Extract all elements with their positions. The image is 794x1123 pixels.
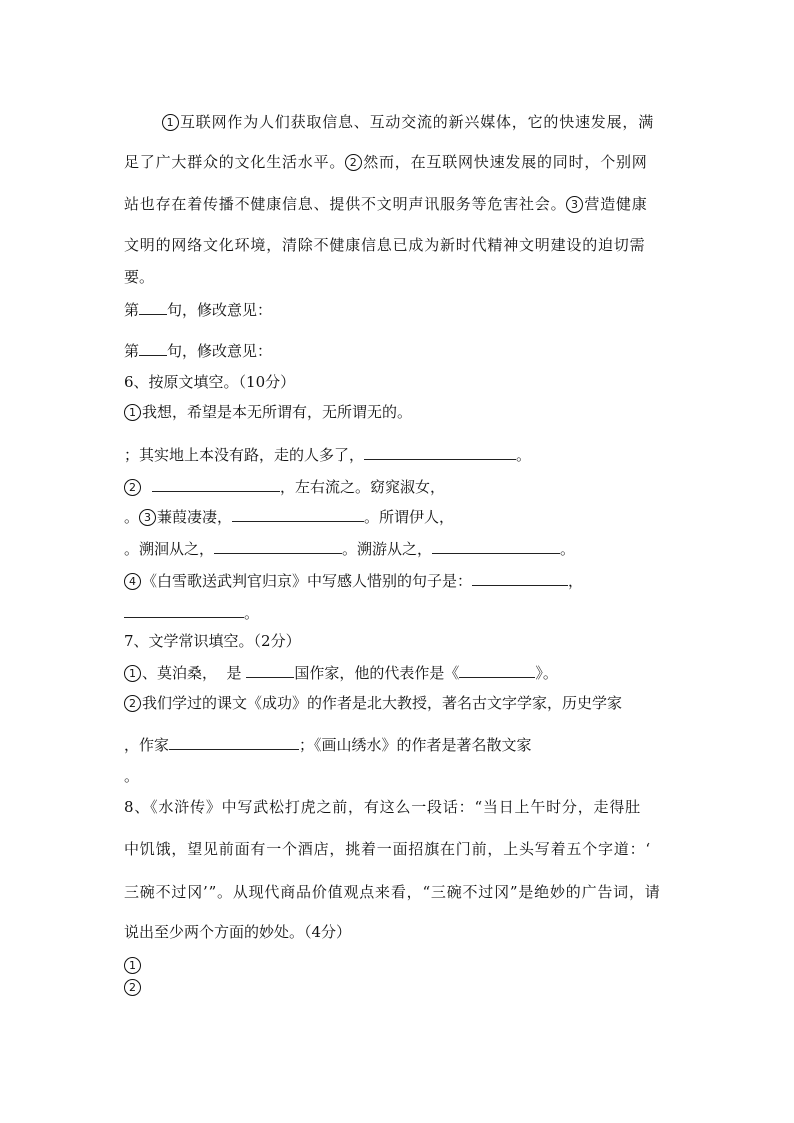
circled-number-3: 3 xyxy=(139,509,156,526)
answer-blank[interactable] xyxy=(214,539,342,554)
passage-text: 站也存在着传播不健康信息、提供不文明声讯服务等危害社会。 xyxy=(124,195,567,213)
passage-line-5 xyxy=(124,267,154,287)
circled-number-1: 1 xyxy=(162,114,179,131)
q6-line-g xyxy=(124,603,259,623)
q6-text: 。溯洄从之， xyxy=(124,540,215,558)
fix-label: 第 xyxy=(124,301,140,319)
q6-text: ，左右流之。窈窕淑女， xyxy=(280,478,446,496)
passage-line-3 xyxy=(124,194,648,214)
q6-text: 。 xyxy=(516,446,532,464)
circled-number-2: 2 xyxy=(124,979,141,996)
q8-line-4: 说出至少两个方面的妙处。（4分） xyxy=(124,923,352,941)
answer-blank[interactable] xyxy=(232,507,364,522)
q6-item-3 xyxy=(124,507,454,527)
answer-blank[interactable] xyxy=(432,539,560,554)
passage-text: 文明的网络文化环境，清除不健康信息已成为新时代精神文明建设的迫切需 xyxy=(124,236,646,254)
q6-line-b xyxy=(124,445,531,465)
q6-item-2 xyxy=(124,477,445,497)
q6-text: 。所谓伊人， xyxy=(364,508,455,526)
circled-number-2: 2 xyxy=(124,695,141,712)
passage-line-1 xyxy=(162,112,654,132)
circled-number-1: 1 xyxy=(124,404,141,421)
answer-blank[interactable] xyxy=(459,663,535,678)
q6-text: 。溯游从之， xyxy=(342,540,433,558)
fix-line-2 xyxy=(124,341,272,361)
q7-text: ，作家 xyxy=(124,736,170,754)
q6-text: 《白雪歌送武判官归京》中写感人惜别的句子是： xyxy=(142,572,473,590)
circled-number-3: 3 xyxy=(566,196,583,213)
q8-answer-1 xyxy=(124,955,142,975)
sentence-number-blank[interactable] xyxy=(139,300,167,315)
circled-number-1: 1 xyxy=(124,665,141,682)
q7-title: 7、文学常识填空。（2分） xyxy=(124,632,301,650)
fix-line-1 xyxy=(124,300,272,320)
q8-line-3: 三碗不过冈’”。从现代商品价值观点来看，“三碗不过冈”是绝妙的广告词，请 xyxy=(124,883,661,901)
q7-line-d: 。 xyxy=(124,767,140,785)
passage-line-2 xyxy=(124,152,648,172)
fix-label: 第 xyxy=(124,342,140,360)
q8-answer-2 xyxy=(124,977,142,997)
q7-text: 国作家，他的代表作是《 xyxy=(294,664,460,682)
passage-text: 要。 xyxy=(124,268,155,286)
q7-text: 我们学过的课文《成功》的作者是北大教授，著名古文字学家，历史学家 xyxy=(142,694,623,712)
answer-blank[interactable] xyxy=(364,445,516,460)
q6-text: 我想，希望是本无所谓有，无所谓无的。 xyxy=(142,403,413,421)
q6-item-4 xyxy=(124,571,583,591)
passage-text: 营造健康 xyxy=(584,195,648,213)
q6-text: 蒹葭凄凄， xyxy=(157,508,233,526)
q8-line-1: 8、《水浒传》中写武松打虎之前，有这么一段话：“当日上午时分，走得肚 xyxy=(124,798,641,816)
q7-item-2 xyxy=(124,693,622,713)
fix-label: 句，修改意见： xyxy=(167,342,273,360)
q7-line-c xyxy=(124,735,532,755)
circled-number-2: 2 xyxy=(124,479,141,496)
passage-text: 互联网作为人们获取信息、互动交流的新兴媒体，它的快速发展，满 xyxy=(180,113,655,131)
fix-label: 句，修改意见： xyxy=(167,301,273,319)
passage-text: 足了广大群众的文化生活水平。 xyxy=(124,153,346,171)
answer-blank[interactable] xyxy=(124,603,244,618)
q7-item-1 xyxy=(124,663,558,683)
answer-blank[interactable] xyxy=(152,477,280,492)
answer-blank[interactable] xyxy=(169,735,299,750)
q6-title: 6、按原文填空。（10分） xyxy=(124,373,296,391)
q7-text: 、莫泊桑， 是 xyxy=(142,664,247,682)
q6-item-1 xyxy=(124,402,412,422)
q6-text: 。 xyxy=(560,540,576,558)
passage-line-4 xyxy=(124,235,645,255)
q6-text: ；其实地上本没有路，走的人多了， xyxy=(124,446,365,464)
circled-number-1: 1 xyxy=(124,957,141,974)
passage-text: 然而，在互联网快速发展的同时，个别网 xyxy=(363,153,648,171)
circled-number-2: 2 xyxy=(345,154,362,171)
sentence-number-blank[interactable] xyxy=(139,341,167,356)
q7-text: 》。 xyxy=(535,664,558,682)
circled-number-4: 4 xyxy=(124,573,141,590)
q6-text: ， xyxy=(568,572,584,590)
answer-blank[interactable] xyxy=(472,571,568,586)
q6-line-e xyxy=(124,539,575,559)
q8-line-2: 中饥饿，望见前面有一个酒店，挑着一面招旗在门前，上头写着五个字道：‘ xyxy=(124,840,651,858)
q6-text: 。 xyxy=(124,508,140,526)
answer-blank[interactable] xyxy=(246,663,294,678)
q6-text: 。 xyxy=(244,604,260,622)
q7-text: ；《画山绣水》的作者是著名散文家 xyxy=(299,736,532,754)
